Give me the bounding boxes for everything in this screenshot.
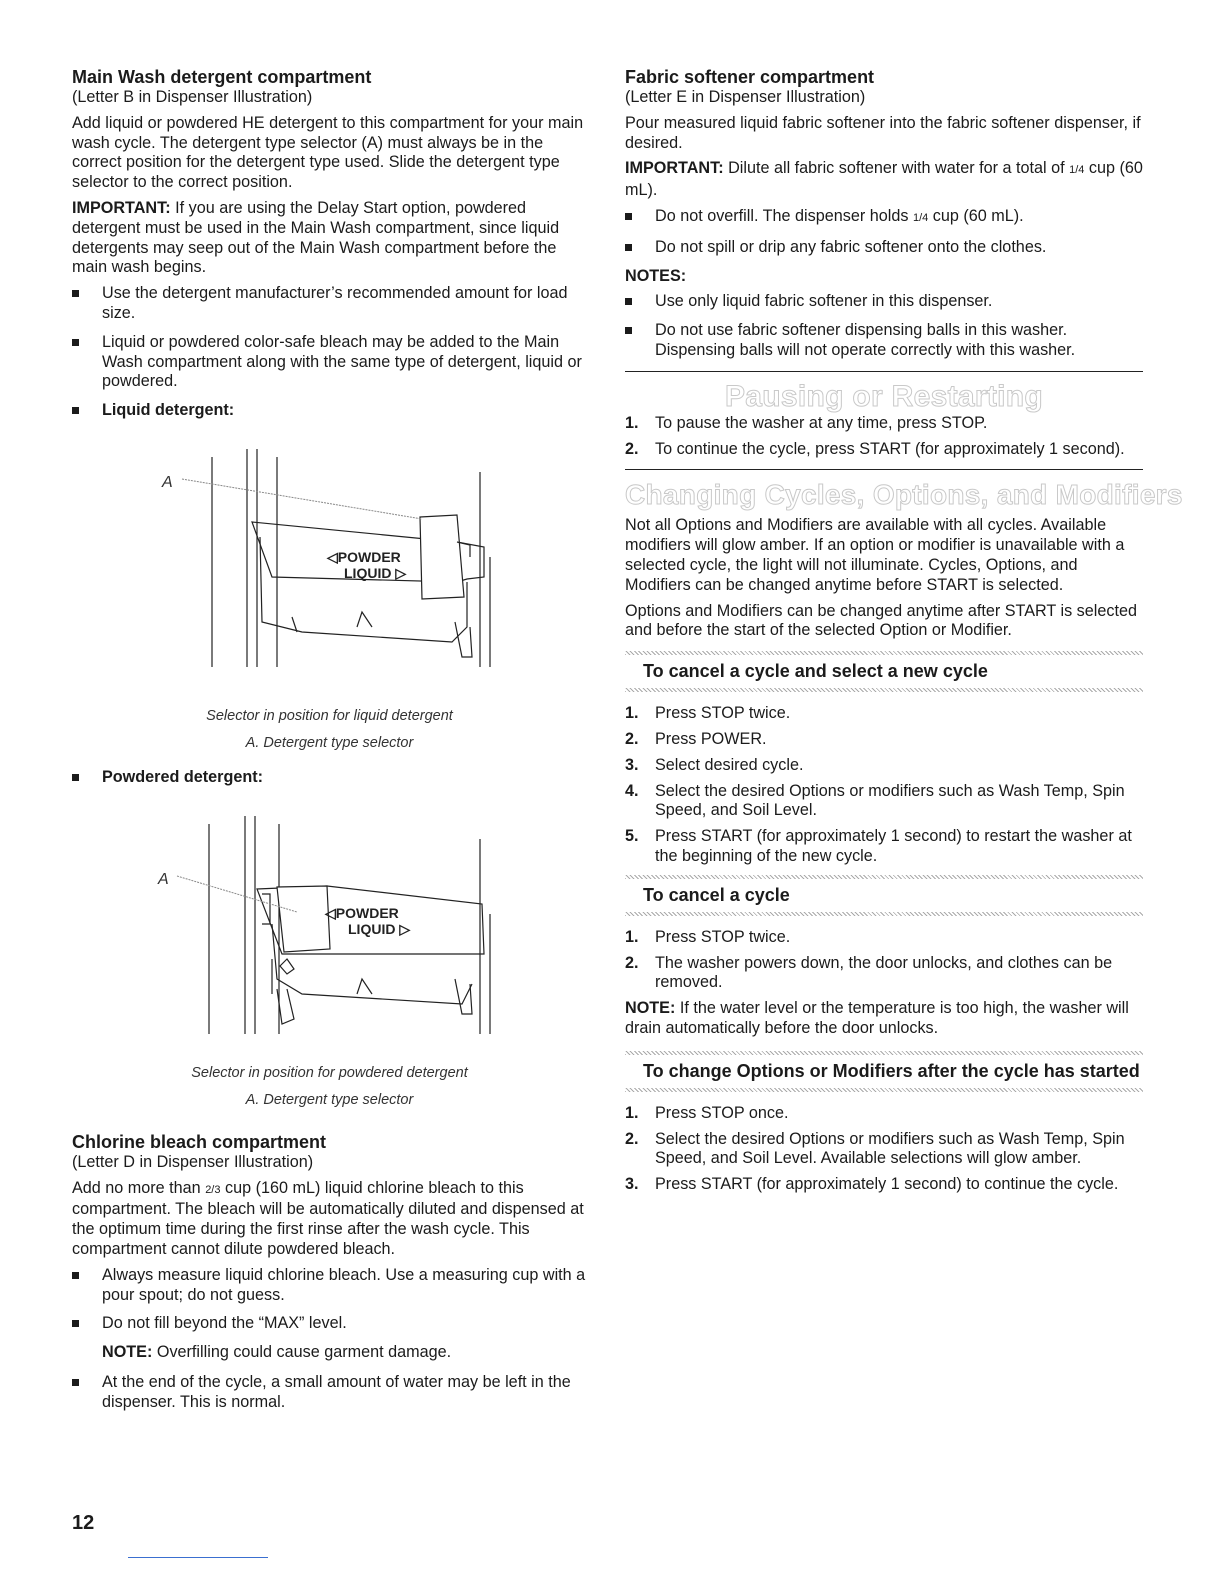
list-item: Powdered detergent:	[72, 768, 587, 788]
softener-bullets	[625, 207, 1143, 258]
list-item: Do not use fabric softener dispensing balls in this washer. Dispensing balls will not operate correctly with this washer.	[625, 321, 1143, 361]
notes-bullets	[625, 292, 1143, 360]
softener-important: IMPORTANT: Dilute all fabric softener with water for a total of 1/4 cup (60 mL).	[625, 159, 1143, 200]
change-options-heading: To change Options or Modifiers after the cycle has started	[643, 1060, 1140, 1081]
changing-p1: Not all Options and Modifiers are available with all cycles. Available modifiers will glow amber. If an option or modifier is unavailable with a selected cycle, the light will not illuminate. Cycles, Options, and Modifiers can be changed anytime before START is selected.	[625, 516, 1125, 594]
list-item: Do not fill beyond the “MAX” level.	[72, 1314, 587, 1334]
powdered-bullet	[72, 768, 587, 788]
list-item: 4. Select the desired Options or modifiers such as Wash Temp, Spin Speed, and Soil Level.	[625, 781, 1125, 820]
callout-a-label: A	[162, 473, 173, 491]
softener-subtitle: (Letter E in Dispenser Illustration)	[625, 88, 866, 106]
main-wash-bullets	[72, 284, 587, 421]
cancel-heading: To cancel a cycle	[643, 884, 790, 905]
list-item: Do not overfill. The dispenser holds 1/4 cup (60 mL).	[625, 207, 1143, 229]
main-wash-body: Add liquid or powdered HE detergent to this compartment for your main wash cycle. The detergent type selector (A) must always be in the correct position for the detergent type used. Slide the detergent type selector to the correct position.	[72, 113, 584, 192]
divider-hatch	[625, 1088, 1143, 1092]
softener-body: Pour measured liquid fabric softener into the fabric softener dispenser, if desired.	[625, 113, 1141, 152]
list-item: 1. Press STOP once.	[625, 1103, 789, 1122]
section-divider	[625, 371, 1143, 372]
chlorine-subtitle: (Letter D in Dispenser Illustration)	[72, 1152, 314, 1171]
list-item: 1. To pause the washer at any time, press STOP.	[625, 413, 988, 432]
change-options-steps	[625, 1104, 1143, 1195]
notes-label: NOTES:	[625, 266, 687, 285]
list-item: At the end of the cycle, a small amount of water may be left in the dispenser. This is normal.	[72, 1373, 587, 1413]
main-wash-important: IMPORTANT: If you are using the Delay Start option, powdered detergent must be used in the Main Wash compartment, since liquid detergents may seep out of the Main Wash compartment before the main wash begins.	[72, 198, 560, 277]
list-item: Do not spill or drip any fabric softener onto the clothes.	[625, 238, 1143, 258]
changing-heading: Changing Cycles, Options, and Modifiers	[625, 479, 1183, 511]
list-item: 3. Press START (for approximately 1 second) to continue the cycle.	[625, 1175, 1119, 1194]
section-divider	[625, 469, 1143, 470]
powder-label: ◁POWDER	[327, 548, 401, 565]
right-column	[625, 66, 1183, 1201]
pausing-heading: Pausing or Restarting	[724, 379, 1044, 413]
cancel-steps	[625, 928, 1143, 993]
page-number: 12	[72, 1512, 95, 1534]
softener-heading: Fabric softener compartment	[625, 67, 875, 87]
list-item: Liquid detergent:	[72, 401, 587, 421]
divider-hatch	[625, 688, 1143, 692]
list-item: Always measure liquid chlorine bleach. Use a measuring cup with a pour spout; do not guess.	[72, 1266, 587, 1306]
list-item: 2. Select the desired Options or modifiers such as Wash Temp, Spin Speed, and Soil Level. Available selections will glow amber.	[625, 1129, 1125, 1168]
pausing-steps	[625, 414, 1143, 460]
powder-label: ◁POWDER	[325, 904, 399, 921]
list-item: 2. The washer powers down, the door unlocks, and clothes can be removed.	[625, 953, 1113, 992]
cancel-new-steps	[625, 704, 1143, 867]
list-item: 2. To continue the cycle, press START (for approximately 1 second).	[625, 439, 1125, 458]
divider-hatch	[625, 912, 1143, 916]
chlorine-bullets	[72, 1266, 587, 1334]
list-item: 1. Press STOP twice.	[625, 927, 791, 946]
liquid-label: LIQUID ▷	[344, 564, 407, 581]
powder-selector-figure	[72, 794, 587, 1064]
figure-caption: Selector in position for liquid detergent A. Detergent type selector	[206, 707, 453, 751]
left-column	[72, 66, 587, 1422]
list-item: 2. Press POWER.	[625, 729, 767, 748]
main-wash-subtitle: (Letter B in Dispenser Illustration)	[72, 88, 313, 106]
callout-a-label: A	[158, 870, 169, 888]
liquid-label: LIQUID ▷	[348, 920, 411, 937]
liquid-selector-figure	[72, 427, 587, 707]
main-wash-heading: Main Wash detergent compartment	[72, 67, 372, 87]
figure-caption: Selector in position for powdered detergent A. Detergent type selector	[191, 1064, 468, 1108]
list-item: Liquid or powdered color-safe bleach may be added to the Main Wash compartment along with the same type of detergent, liquid or powdered.	[72, 333, 587, 392]
changing-p2: Options and Modifiers can be changed anytime after START is selected and before the start of the selected Option or Modifier.	[625, 601, 1137, 640]
cancel-note: NOTE: If the water level or the temperature is too high, the washer will drain automatically before the door unlocks.	[625, 999, 1129, 1037]
dispenser-illustration-powder	[72, 794, 587, 1064]
list-item: Use only liquid fabric softener in this dispenser.	[625, 292, 1143, 312]
dispenser-illustration-liquid	[72, 427, 587, 707]
list-item: Use the detergent manufacturer’s recommended amount for load size.	[72, 284, 587, 324]
chlorine-body: Add no more than 2/3 cup (160 mL) liquid chlorine bleach to this compartment. The bleach will be automatically diluted and dispensed at the optimum time during the first rinse after the wash cycle. This compartment cannot dilute powdered bleach.	[72, 1178, 584, 1258]
cancel-new-heading: To cancel a cycle and select a new cycle	[643, 661, 988, 682]
list-item: 5. Press START (for approximately 1 second) to restart the washer at the beginning of the new cycle.	[625, 827, 1132, 865]
list-item: 1. Press STOP twice.	[625, 704, 791, 723]
chlorine-bullets-2	[72, 1373, 587, 1413]
list-item: 3. Select desired cycle.	[625, 755, 804, 774]
chlorine-heading: Chlorine bleach compartment	[72, 1131, 327, 1152]
chlorine-note: NOTE: Overfilling could cause garment damage.	[102, 1343, 452, 1362]
footer-rule	[128, 1557, 268, 1558]
